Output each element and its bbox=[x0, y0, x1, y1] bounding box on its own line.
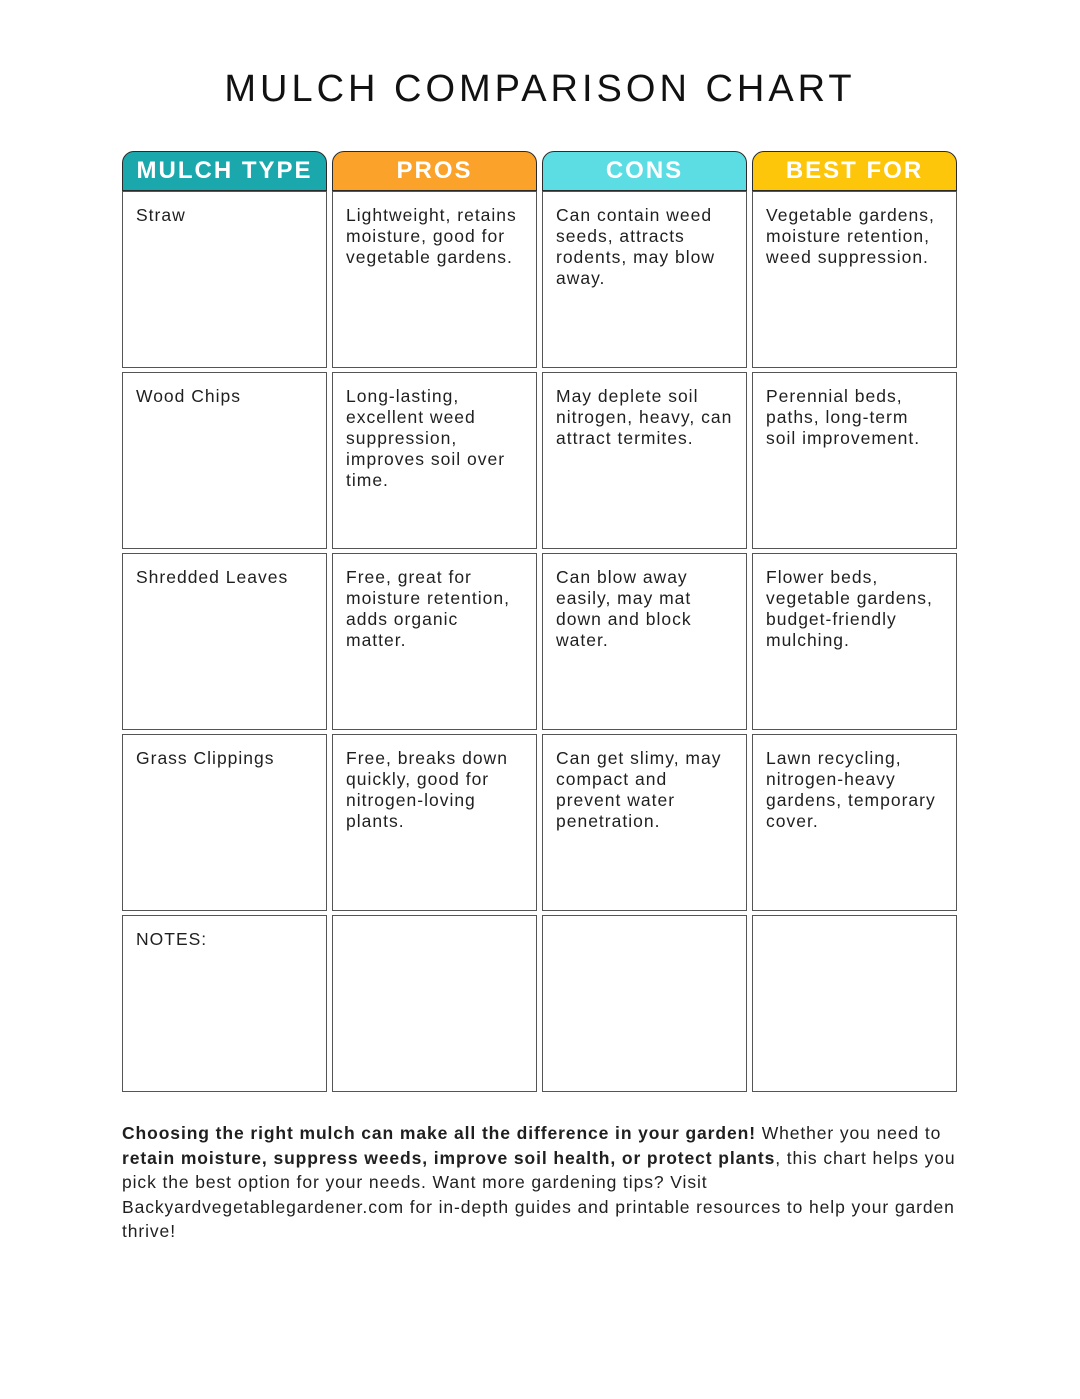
cell-pros: Lightweight, retains moisture, good for vegetable gardens. bbox=[332, 191, 537, 368]
footer-text-1: Whether you need to bbox=[755, 1123, 942, 1143]
cell-cons: May deplete soil nitrogen, heavy, can attract termites. bbox=[542, 372, 747, 549]
cell-mulch-type: Grass Clippings bbox=[122, 734, 327, 911]
page-title: MULCH COMPARISON CHART bbox=[224, 68, 856, 110]
table-row bbox=[122, 191, 958, 368]
table-row bbox=[122, 372, 958, 549]
table-row bbox=[122, 553, 958, 730]
footer-mid-bold: retain moisture, suppress weeds, improve soil health, or protect plants bbox=[122, 1147, 776, 1168]
comparison-table bbox=[122, 151, 958, 1092]
cell-best-for: Perennial beds, paths, long-term soil improvement. bbox=[752, 372, 957, 549]
footer-text-2: , this chart helps you pick the best option for your needs. Want more gardening tips? Visit Backyardvegetablegardener.com for in-depth guides and printable resources to help your garden thrive! bbox=[122, 1147, 956, 1241]
header-pros: PROS bbox=[332, 151, 537, 191]
table-row bbox=[122, 734, 958, 911]
cell-cons: Can contain weed seeds, attracts rodents, may blow away. bbox=[542, 191, 747, 368]
footer-paragraph bbox=[122, 1121, 958, 1244]
cell-best-for: Lawn recycling, nitrogen-heavy gardens, temporary cover. bbox=[752, 734, 957, 911]
notes-cell-cons[interactable] bbox=[542, 915, 747, 1092]
cell-mulch-type: Shredded Leaves bbox=[122, 553, 327, 730]
cell-mulch-type: Wood Chips bbox=[122, 372, 327, 549]
header-best-for: BEST FOR bbox=[752, 151, 957, 191]
table-header bbox=[122, 151, 958, 191]
cell-cons: Can get slimy, may compact and prevent water penetration. bbox=[542, 734, 747, 911]
header-mulch-type: MULCH TYPE bbox=[122, 151, 327, 191]
cell-mulch-type: Straw bbox=[122, 191, 327, 368]
notes-cell-pros[interactable] bbox=[332, 915, 537, 1092]
cell-best-for: Flower beds, vegetable gardens, budget-friendly mulching. bbox=[752, 553, 957, 730]
notes-row bbox=[122, 915, 958, 1092]
cell-cons: Can blow away easily, may mat down and block water. bbox=[542, 553, 747, 730]
cell-pros: Free, breaks down quickly, good for nitrogen-loving plants. bbox=[332, 734, 537, 911]
cell-best-for: Vegetable gardens, moisture retention, weed suppression. bbox=[752, 191, 957, 368]
footer-lead-bold: Choosing the right mulch can make all the difference in your garden! bbox=[122, 1123, 756, 1143]
cell-pros: Free, great for moisture retention, adds organic matter. bbox=[332, 553, 537, 730]
header-cons: CONS bbox=[542, 151, 747, 191]
cell-pros: Long-lasting, excellent weed suppression, improves soil over time. bbox=[332, 372, 537, 549]
notes-label: NOTES: bbox=[122, 915, 327, 1092]
notes-cell-best-for[interactable] bbox=[752, 915, 957, 1092]
